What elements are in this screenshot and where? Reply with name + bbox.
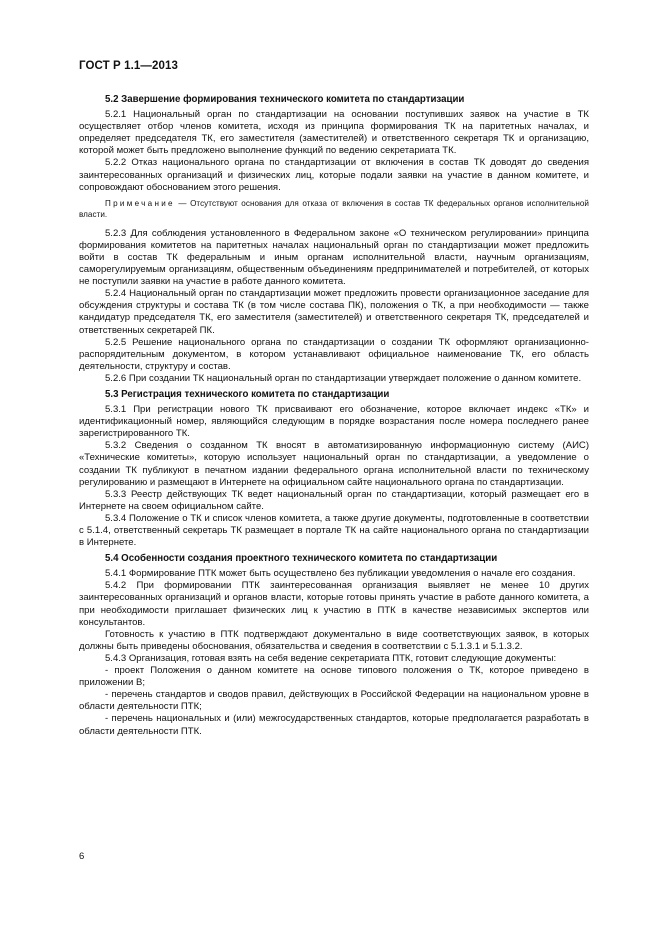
note-label: Примечание (105, 198, 175, 208)
paragraph-5-4-2-cont: Готовность к участию в ПТК подтверждают документально в виде соответствующих заявок, в которых должны быть приведены обоснования, обязательства и сведения в соответствии с 5.1.3.1 и 5.1.3.2. (79, 628, 589, 652)
page-number: 6 (79, 851, 85, 862)
section-heading-5-2: 5.2 Завершение формирования технического комитета по стандартизации (105, 94, 465, 105)
section-heading-5-4: 5.4 Особенности создания проектного технического комитета по стандартизации (105, 553, 498, 565)
paragraph-5-3-3: 5.3.3 Реестр действующих ТК ведет национальный орган по стандартизации, который размещает его в Интернете на своем официальном сайте. (79, 488, 589, 512)
paragraph-5-3-2: 5.3.2 Сведения о созданном ТК вносят в автоматизированную информационную систему (АИС) «Технические комитеты», которую использует национальный орган по стандартизации, а уведомление о создании ТК публикуют в печатном издании федерального органа исполнительной власти по техническому регулированию и размещают в Интернете на официальном сайте национального органа по стандартизации. (79, 440, 589, 488)
paragraph-5-2-1: 5.2.1 Национальный орган по стандартизации на основании поступивших заявок на участие в ТК осуществляет отбор членов комитета, исходя из принципа формирования ТК на паритетных началах, и определяет председателя ТК, его заместителя (заместителей) и ответственного секретаря ТК и организацию, которой может быть предложено выполнение функций по ведению секретариата ТК. (79, 109, 589, 157)
section-heading-5-3: 5.3 Регистрация технического комитета по стандартизации (105, 388, 390, 400)
document-body (79, 94, 589, 738)
paragraph-5-3-4: 5.3.4 Положение о ТК и список членов комитета, а также другие документы, подготовленные в соответствии с 5.1.4, ответственный секретарь ТК размещает в портале ТК на сайте национального органа по стандартизации в Интернете. (79, 512, 589, 549)
note (79, 198, 589, 220)
paragraph-5-4-2: 5.4.2 При формировании ПТК заинтересованная организация выявляет не менее 10 других заинтересованных организаций и органов власти, которые готовы принять участие в работе данного комитета, а при необходимости приглашает физических лиц к участию в ПТК в качестве независимых экспертов или консультантов. (79, 580, 589, 628)
note-text: — Отсутствуют основания для отказа от включения в состав ТК федеральных органов исполнительной власти. (79, 198, 589, 219)
paragraph-5-4-1: 5.4.1 Формирование ПТК может быть осуществлено без публикации уведомления о начале его создания. (105, 568, 576, 580)
paragraph-5-2-3: 5.2.3 Для соблюдения установленного в Федеральном законе «О техническом регулировании» принципа формирования комитетов на паритетных началах национальный орган по стандартизации может предложить войти в состав ТК федеральным и иным органам исполнительной власти, научным организациям, саморегулируемым организациям, общественным объединениям предпринимателей и потребителей, от которых не поступили заявки на участие в работе данного комитета. (79, 227, 589, 288)
list-item: - проект Положения о данном комитете на основе типового положения о ТК, которое приведено в приложении В; (79, 665, 589, 689)
document-header: ГОСТ Р 1.1—2013 (79, 60, 178, 72)
paragraph-5-2-4: 5.2.4 Национальный орган по стандартизации может предложить провести организационное заседание для обсуждения структуры и состава ТК (в том числе состава ПК), положения о ТК, а при необходимости — также кандидатур председателя ТК, его заместителя (заместителей) и ответственного секретаря ТК, председателей и ответственных секретарей ПК. (79, 288, 589, 336)
paragraph-5-4-3: 5.4.3 Организация, готовая взять на себя ведение секретариата ПТК, готовит следующие документы: (105, 652, 557, 664)
list-item: - перечень национальных и (или) межгосударственных стандартов, которые предполагается разработать в области деятельности ПТК. (79, 713, 589, 737)
paragraph-5-2-6: 5.2.6 При создании ТК национальный орган по стандартизации утверждает положение о данном комитете. (105, 372, 582, 384)
list-item: - перечень стандартов и сводов правил, действующих в Российской Федерации на национальном уровне в области деятельности ПТК; (79, 689, 589, 713)
paragraph-5-3-1: 5.3.1 При регистрации нового ТК присваивают его обозначение, которое включает индекс «ТК» и идентификационный номер, являющийся следующим в порядке возрастания после номера последнего ранее зарегистрированного ТК. (79, 404, 589, 440)
paragraph-5-2-2: 5.2.2 Отказ национального органа по стандартизации от включения в состав ТК доводят до сведения заинтересованных организаций и физических лиц, которые подали заявки на участие в данном комитете, и сопровождают обоснованием этого решения. (79, 157, 589, 193)
paragraph-5-2-5: 5.2.5 Решение национального органа по стандартизации о создании ТК оформляют организационно-распорядительным документом, в котором устанавливают официальное наименование ТК, его область деятельности, структуру и состав. (79, 336, 589, 372)
